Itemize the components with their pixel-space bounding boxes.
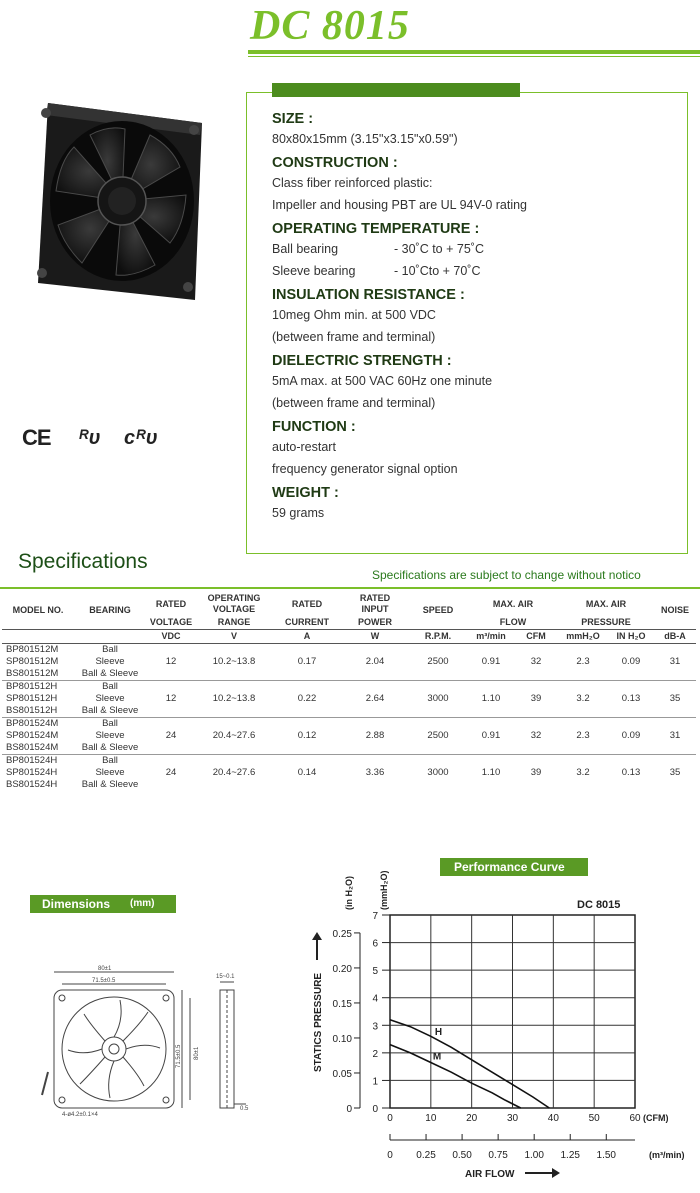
- tick-label-m3: 1.25: [560, 1150, 580, 1161]
- weight-heading: WEIGHT :: [272, 485, 339, 501]
- th-current: RATED: [291, 598, 323, 609]
- tick-label-mmh2o: 5: [372, 966, 378, 978]
- unit-noise: dB-A: [654, 630, 696, 644]
- tick-label-inh2o: 0.15: [332, 998, 352, 1010]
- noise-cell: 31: [654, 718, 696, 755]
- tick-label-mmh2o: 4: [372, 993, 378, 1005]
- tick-label-m3: 0.25: [416, 1150, 436, 1161]
- flow-cfm-cell: 39: [514, 755, 558, 792]
- construction-heading: CONSTRUCTION :: [272, 155, 398, 171]
- dimensions-label: Dimensions: [42, 897, 111, 911]
- chart-model-label: DC 8015: [577, 899, 621, 911]
- model-cell: BP801512H: [2, 681, 74, 694]
- th-airflow-2: FLOW: [499, 617, 527, 627]
- th-power-3: POWER: [357, 617, 392, 627]
- th-pressure: MAX. AIR: [585, 598, 627, 609]
- flow-cfm-cell: 39: [514, 681, 558, 718]
- th-speed: SPEED: [422, 605, 454, 615]
- flow-cfm-cell: 32: [514, 718, 558, 755]
- voltage-cell: 12: [146, 681, 196, 718]
- table-row: [2, 644, 696, 657]
- dimensions-bar: [30, 895, 176, 913]
- model-cell: SP801512M: [6, 656, 59, 667]
- dim-small: 0.5: [240, 1106, 249, 1112]
- voltage-cell: 24: [146, 718, 196, 755]
- tick-label-cfm: 10: [425, 1113, 437, 1124]
- current-cell: 0.12: [272, 718, 342, 755]
- press-mm-cell: 3.2: [558, 681, 608, 718]
- weight-value: 59 grams: [272, 506, 325, 520]
- y-right-unit: (mmH₂O): [379, 870, 389, 910]
- model-cell: SP801524M: [6, 730, 59, 741]
- bearing-cell: Ball: [74, 644, 146, 657]
- voltage-cell: 12: [146, 644, 196, 681]
- tick-label-inh2o: 0.10: [332, 1033, 352, 1045]
- th-noise: NOISE: [660, 605, 689, 615]
- temp-ball-label: Ball bearing: [272, 242, 339, 256]
- tick-label-mmh2o: 7: [372, 911, 378, 922]
- bearing-cell: Sleeve: [95, 656, 125, 667]
- bearing-cell: Ball & Sleeve: [81, 668, 139, 679]
- th-airflow: MAX. AIR: [492, 598, 534, 609]
- size-value: 80x80x15mm (3.15"x3.15"x0.59"): [272, 132, 458, 146]
- performance-label: Performance Curve: [454, 860, 565, 874]
- dim-715: 71.5±0.5: [92, 978, 116, 984]
- tick-label-m3: 0: [387, 1150, 393, 1161]
- flow-m3-cell: 0.91: [468, 718, 514, 755]
- x-axis-arrowhead: [552, 1168, 560, 1178]
- temp-heading: OPERATING TEMPERATURE :: [272, 221, 480, 237]
- dimensions-unit: (mm): [130, 898, 155, 909]
- tick-label-m3: 0.75: [488, 1150, 508, 1161]
- tick-label-cfm: 40: [547, 1113, 559, 1124]
- tick-label-m3: 0.50: [452, 1150, 472, 1161]
- bearing-cell: Ball: [74, 755, 146, 768]
- table-header-row: [2, 592, 696, 616]
- dielectric-heading: DIELECTRIC STRENGTH :: [272, 353, 452, 369]
- construction-line-1: Class fiber reinforced plastic:: [272, 176, 433, 190]
- tick-label-m3: 1.00: [524, 1150, 544, 1161]
- model-cell: BS801524M: [6, 742, 59, 753]
- dim-80: 80±1: [98, 966, 112, 972]
- flow-m3-cell: 1.10: [468, 681, 514, 718]
- th-voltage-2: VOLTAGE: [149, 617, 193, 627]
- press-in-cell: 0.13: [608, 681, 654, 718]
- bearing-cell: Ball: [74, 718, 146, 731]
- dim-v1: 71.5±0.5: [176, 1044, 182, 1068]
- flow-m3-cell: 1.10: [468, 755, 514, 792]
- unit-press-in: IN H₂O: [608, 630, 654, 644]
- tick-label-m3: 1.50: [596, 1150, 617, 1161]
- table-unit-row: [2, 630, 696, 644]
- noise-cell: 35: [654, 681, 696, 718]
- speed-cell: 2500: [408, 644, 468, 681]
- ce-mark: CE: [22, 425, 51, 450]
- th-bearing: BEARING: [89, 605, 131, 615]
- dimension-drawing: [40, 960, 270, 1120]
- unit-flow-m3: m³/min: [468, 630, 514, 644]
- table-row: [2, 681, 696, 694]
- x-axis-title: AIR FLOW: [465, 1169, 515, 1180]
- current-cell: 0.22: [272, 681, 342, 718]
- insulation-line-1: 10meg Ohm min. at 500 VDC: [272, 308, 436, 322]
- tick-label-inh2o: 0.25: [332, 928, 352, 940]
- temp-ball-value: - 30˚C to + 75˚C: [394, 242, 484, 256]
- range-cell: 10.2~13.8: [196, 644, 272, 681]
- current-cell: 0.14: [272, 755, 342, 792]
- model-cell: SP801524H: [6, 767, 58, 778]
- dielectric-line-2: (between frame and terminal): [272, 396, 436, 410]
- dim-side: 15~0.1: [216, 974, 235, 980]
- tick-label-cfm: 20: [466, 1113, 478, 1124]
- spec-body: [272, 110, 672, 524]
- tick-label-inh2o: 0.20: [332, 963, 352, 975]
- tick-label-cfm: 30: [506, 1113, 519, 1124]
- unit-range: V: [196, 630, 272, 644]
- construction-line-2: Impeller and housing PBT are UL 94V-0 rating: [272, 198, 528, 212]
- press-mm-cell: 2.3: [558, 718, 608, 755]
- tick-label-inh2o: 0: [346, 1104, 352, 1115]
- bearing-cell: Sleeve: [95, 767, 125, 778]
- model-cell: BP801524M: [2, 718, 74, 731]
- noise-cell: 31: [654, 644, 696, 681]
- tick-label-cfm: 0: [387, 1113, 393, 1124]
- series-label-M: M: [432, 1051, 442, 1063]
- press-mm-cell: 2.3: [558, 644, 608, 681]
- model-cell: BS801512M: [6, 668, 59, 679]
- model-cell: BP801512M: [2, 644, 74, 657]
- function-heading: FUNCTION :: [272, 419, 356, 435]
- range-cell: 20.4~27.6: [196, 718, 272, 755]
- flow-cfm-cell: 32: [514, 644, 558, 681]
- tick-label-cfm: 50: [588, 1113, 600, 1124]
- th-range: OPERATING VOLTAGE: [207, 593, 261, 614]
- tick-label-mmh2o: 1: [372, 1076, 378, 1088]
- function-line-1: auto-restart: [272, 440, 336, 454]
- tick-label-mmh2o: 6: [372, 938, 378, 950]
- fan-photo: [30, 95, 215, 305]
- power-cell: 2.64: [342, 681, 408, 718]
- th-current-2: CURRENT: [285, 617, 329, 627]
- tick-label-mmh2o: 3: [372, 1021, 378, 1033]
- unit-power: W: [342, 630, 408, 644]
- current-cell: 0.17: [272, 644, 342, 681]
- insulation-line-2: (between frame and terminal): [272, 330, 436, 344]
- y-axis-arrowhead: [312, 932, 322, 940]
- specifications-note: Specifications are subject to change without notico: [372, 568, 641, 582]
- temp-sleeve-label: Sleeve bearing: [272, 264, 356, 278]
- unit-speed: R.P.M.: [408, 630, 468, 644]
- th-pressure-2: PRESSURE: [581, 617, 631, 627]
- cul-mark: cᴿᴜ: [124, 427, 158, 449]
- bearing-cell: Sleeve: [95, 730, 125, 741]
- tick-label-mmh2o: 2: [372, 1048, 378, 1060]
- tick-label-inh2o: 0.05: [332, 1068, 352, 1080]
- title-rule: [248, 50, 700, 54]
- voltage-cell: 24: [146, 755, 196, 792]
- dielectric-line-1: 5mA max. at 500 VAC 60Hz one minute: [272, 374, 493, 388]
- temp-sleeve-row: [272, 260, 672, 282]
- unit-press-mm: mmH₂O: [558, 630, 608, 644]
- power-cell: 2.88: [342, 718, 408, 755]
- tick-label-cfm: 60: [629, 1113, 641, 1124]
- bearing-cell: Ball & Sleeve: [81, 742, 139, 753]
- model-cell: BS801524H: [6, 779, 58, 790]
- press-in-cell: 0.09: [608, 644, 654, 681]
- speed-cell: 3000: [408, 681, 468, 718]
- unit-voltage: VDC: [146, 630, 196, 644]
- page-title: DC 8015: [250, 3, 410, 49]
- ul-mark: ᴿᴜ: [78, 427, 101, 449]
- speed-cell: 3000: [408, 755, 468, 792]
- bearing-cell: Ball & Sleeve: [81, 705, 139, 716]
- bearing-cell: Ball & Sleeve: [81, 779, 139, 790]
- temp-sleeve-value: - 10˚Cto + 70˚C: [394, 264, 481, 278]
- spec-box-bar: [272, 83, 520, 97]
- x-unit-m3: (m³/min): [649, 1150, 685, 1160]
- dim-v2: 80±1: [194, 1046, 200, 1060]
- th-power: RATED INPUT: [359, 593, 391, 614]
- function-line-2: frequency generator signal option: [272, 462, 458, 476]
- bearing-cell: Sleeve: [95, 693, 125, 704]
- press-mm-cell: 3.2: [558, 755, 608, 792]
- noise-cell: 35: [654, 755, 696, 792]
- table-row: [2, 755, 696, 768]
- model-cell: BS801512H: [6, 705, 58, 716]
- range-cell: 20.4~27.6: [196, 755, 272, 792]
- specifications-rule: [0, 587, 700, 589]
- spec-table: [2, 592, 696, 791]
- size-heading: SIZE :: [272, 111, 314, 127]
- dim-hole: 4-ø4.2±0.1×4: [62, 1112, 98, 1118]
- bearing-cell: Ball: [74, 681, 146, 694]
- title-rule-thin: [248, 56, 700, 57]
- th-model: MODEL NO.: [12, 605, 64, 615]
- series-label-H: H: [434, 1026, 443, 1038]
- x-unit-cfm: (CFM): [643, 1113, 669, 1123]
- press-in-cell: 0.13: [608, 755, 654, 792]
- model-cell: BP801524H: [2, 755, 74, 768]
- speed-cell: 2500: [408, 718, 468, 755]
- temp-ball-row: [272, 238, 672, 260]
- th-range-3: RANGE: [217, 617, 251, 627]
- flow-m3-cell: 0.91: [468, 644, 514, 681]
- insulation-heading: INSULATION RESISTANCE :: [272, 287, 465, 303]
- tick-label-mmh2o: 0: [372, 1104, 378, 1115]
- model-cell: SP801512H: [6, 693, 58, 704]
- unit-current: A: [272, 630, 342, 644]
- power-cell: 3.36: [342, 755, 408, 792]
- y-left-unit: (in H₂O): [344, 876, 354, 910]
- range-cell: 10.2~13.8: [196, 681, 272, 718]
- y-axis-title: STATICS PRESSURE: [313, 972, 324, 1072]
- power-cell: 2.04: [342, 644, 408, 681]
- press-in-cell: 0.09: [608, 718, 654, 755]
- table-row: [2, 718, 696, 731]
- series-line-H: [390, 1020, 549, 1108]
- th-voltage: RATED: [155, 598, 187, 609]
- specifications-title: Specifications: [18, 550, 148, 573]
- series-line-M: [390, 1045, 521, 1108]
- unit-flow-cfm: CFM: [514, 630, 558, 644]
- performance-chart: [290, 850, 700, 1190]
